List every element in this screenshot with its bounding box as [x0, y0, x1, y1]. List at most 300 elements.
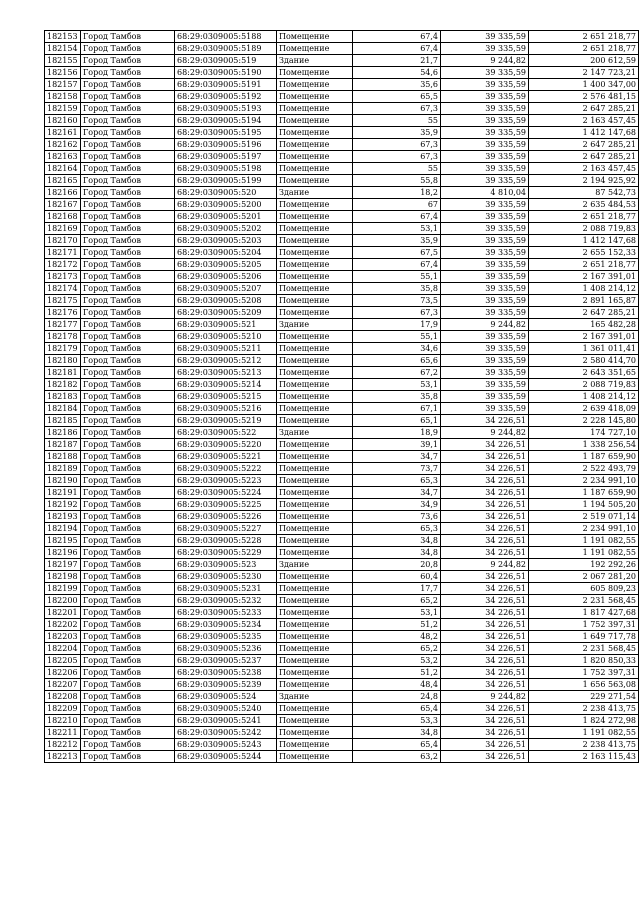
object-type-cell: Помещение [277, 679, 353, 691]
area-cell: 55,1 [353, 271, 441, 283]
cadastral-number-cell: 68:29:0309005:520 [175, 187, 277, 199]
cadastral-value-cell: 2 651 218,77 [529, 211, 639, 223]
unit-value-cell: 34 226,51 [441, 571, 529, 583]
object-type-cell: Помещение [277, 487, 353, 499]
row-number-cell: 182193 [45, 511, 81, 523]
row-number-cell: 182201 [45, 607, 81, 619]
area-cell: 34,6 [353, 343, 441, 355]
city-cell: Город Тамбов [81, 523, 175, 535]
city-cell: Город Тамбов [81, 463, 175, 475]
unit-value-cell: 34 226,51 [441, 475, 529, 487]
unit-value-cell: 39 335,59 [441, 127, 529, 139]
area-cell: 55,1 [353, 331, 441, 343]
object-type-cell: Помещение [277, 43, 353, 55]
table-row [45, 367, 639, 379]
area-cell: 34,8 [353, 727, 441, 739]
unit-value-cell: 34 226,51 [441, 703, 529, 715]
table-row [45, 727, 639, 739]
city-cell: Город Тамбов [81, 55, 175, 67]
area-cell: 34,8 [353, 547, 441, 559]
row-number-cell: 182154 [45, 43, 81, 55]
cadastral-number-cell: 68:29:0309005:5192 [175, 91, 277, 103]
table-row [45, 511, 639, 523]
cadastral-value-cell: 174 727,10 [529, 427, 639, 439]
unit-value-cell: 39 335,59 [441, 199, 529, 211]
area-cell: 65,4 [353, 703, 441, 715]
object-type-cell: Помещение [277, 283, 353, 295]
area-cell: 67,3 [353, 139, 441, 151]
table-body [45, 31, 639, 763]
cadastral-value-cell: 2 643 351,65 [529, 367, 639, 379]
cadastral-number-cell: 68:29:0309005:5225 [175, 499, 277, 511]
city-cell: Город Тамбов [81, 43, 175, 55]
cadastral-number-cell: 68:29:0309005:5220 [175, 439, 277, 451]
unit-value-cell: 39 335,59 [441, 79, 529, 91]
object-type-cell: Помещение [277, 619, 353, 631]
table-row [45, 247, 639, 259]
city-cell: Город Тамбов [81, 31, 175, 43]
cadastral-number-cell: 68:29:0309005:5228 [175, 535, 277, 547]
unit-value-cell: 34 226,51 [441, 643, 529, 655]
unit-value-cell: 39 335,59 [441, 391, 529, 403]
row-number-cell: 182182 [45, 379, 81, 391]
cadastral-number-cell: 68:29:0309005:5188 [175, 31, 277, 43]
object-type-cell: Помещение [277, 607, 353, 619]
table-row [45, 43, 639, 55]
area-cell: 55 [353, 115, 441, 127]
object-type-cell: Помещение [277, 259, 353, 271]
row-number-cell: 182172 [45, 259, 81, 271]
city-cell: Город Тамбов [81, 91, 175, 103]
row-number-cell: 182196 [45, 547, 81, 559]
area-cell: 20,8 [353, 559, 441, 571]
table-row [45, 295, 639, 307]
area-cell: 65,2 [353, 595, 441, 607]
area-cell: 35,6 [353, 79, 441, 91]
city-cell: Город Тамбов [81, 271, 175, 283]
cadastral-number-cell: 68:29:0309005:5212 [175, 355, 277, 367]
unit-value-cell: 39 335,59 [441, 355, 529, 367]
table-row [45, 271, 639, 283]
cadastral-value-cell: 2 228 145,80 [529, 415, 639, 427]
cadastral-value-cell: 2 238 413,75 [529, 703, 639, 715]
unit-value-cell: 9 244,82 [441, 319, 529, 331]
unit-value-cell: 34 226,51 [441, 679, 529, 691]
row-number-cell: 182170 [45, 235, 81, 247]
area-cell: 35,8 [353, 391, 441, 403]
row-number-cell: 182168 [45, 211, 81, 223]
object-type-cell: Помещение [277, 103, 353, 115]
row-number-cell: 182189 [45, 463, 81, 475]
city-cell: Город Тамбов [81, 451, 175, 463]
area-cell: 65,4 [353, 739, 441, 751]
area-cell: 67,4 [353, 259, 441, 271]
object-type-cell: Помещение [277, 343, 353, 355]
area-cell: 51,2 [353, 667, 441, 679]
cadastral-number-cell: 68:29:0309005:5196 [175, 139, 277, 151]
cadastral-value-cell: 2 234 991,10 [529, 475, 639, 487]
area-cell: 63,2 [353, 751, 441, 763]
unit-value-cell: 9 244,82 [441, 559, 529, 571]
row-number-cell: 182203 [45, 631, 81, 643]
unit-value-cell: 39 335,59 [441, 67, 529, 79]
object-type-cell: Помещение [277, 391, 353, 403]
object-type-cell: Здание [277, 55, 353, 67]
city-cell: Город Тамбов [81, 391, 175, 403]
area-cell: 67,1 [353, 403, 441, 415]
cadastral-number-cell: 68:29:0309005:5227 [175, 523, 277, 535]
cadastral-number-cell: 68:29:0309005:5223 [175, 475, 277, 487]
city-cell: Город Тамбов [81, 739, 175, 751]
area-cell: 53,1 [353, 607, 441, 619]
row-number-cell: 182206 [45, 667, 81, 679]
city-cell: Город Тамбов [81, 223, 175, 235]
cadastral-number-cell: 68:29:0309005:5232 [175, 595, 277, 607]
area-cell: 67,4 [353, 211, 441, 223]
row-number-cell: 182158 [45, 91, 81, 103]
unit-value-cell: 34 226,51 [441, 511, 529, 523]
cadastral-value-table [44, 30, 639, 763]
object-type-cell: Помещение [277, 235, 353, 247]
cadastral-number-cell: 68:29:0309005:5229 [175, 547, 277, 559]
row-number-cell: 182173 [45, 271, 81, 283]
table-row [45, 379, 639, 391]
table-row [45, 583, 639, 595]
row-number-cell: 182213 [45, 751, 81, 763]
object-type-cell: Помещение [277, 595, 353, 607]
table-row [45, 67, 639, 79]
object-type-cell: Помещение [277, 727, 353, 739]
object-type-cell: Помещение [277, 151, 353, 163]
unit-value-cell: 34 226,51 [441, 631, 529, 643]
cadastral-number-cell: 68:29:0309005:5214 [175, 379, 277, 391]
object-type-cell: Помещение [277, 415, 353, 427]
cadastral-number-cell: 68:29:0309005:5213 [175, 367, 277, 379]
unit-value-cell: 34 226,51 [441, 535, 529, 547]
area-cell: 67,4 [353, 43, 441, 55]
cadastral-number-cell: 68:29:0309005:5197 [175, 151, 277, 163]
table-row [45, 55, 639, 67]
cadastral-value-cell: 2 163 457,45 [529, 115, 639, 127]
city-cell: Город Тамбов [81, 331, 175, 343]
table-row [45, 355, 639, 367]
cadastral-number-cell: 68:29:0309005:5205 [175, 259, 277, 271]
object-type-cell: Помещение [277, 175, 353, 187]
object-type-cell: Помещение [277, 643, 353, 655]
cadastral-value-cell: 1 408 214,12 [529, 391, 639, 403]
row-number-cell: 182163 [45, 151, 81, 163]
cadastral-value-cell: 605 809,23 [529, 583, 639, 595]
cadastral-number-cell: 68:29:0309005:5189 [175, 43, 277, 55]
table-row [45, 703, 639, 715]
cadastral-number-cell: 68:29:0309005:5198 [175, 163, 277, 175]
object-type-cell: Здание [277, 559, 353, 571]
cadastral-value-cell: 1 191 082,55 [529, 727, 639, 739]
table-row [45, 475, 639, 487]
cadastral-number-cell: 68:29:0309005:5215 [175, 391, 277, 403]
unit-value-cell: 34 226,51 [441, 463, 529, 475]
unit-value-cell: 39 335,59 [441, 163, 529, 175]
row-number-cell: 182155 [45, 55, 81, 67]
object-type-cell: Здание [277, 427, 353, 439]
unit-value-cell: 34 226,51 [441, 487, 529, 499]
row-number-cell: 182171 [45, 247, 81, 259]
city-cell: Город Тамбов [81, 163, 175, 175]
cadastral-number-cell: 68:29:0309005:5234 [175, 619, 277, 631]
row-number-cell: 182208 [45, 691, 81, 703]
city-cell: Город Тамбов [81, 547, 175, 559]
table-row [45, 259, 639, 271]
cadastral-value-cell: 1 824 272,98 [529, 715, 639, 727]
cadastral-number-cell: 68:29:0309005:5202 [175, 223, 277, 235]
cadastral-value-cell: 2 163 457,45 [529, 163, 639, 175]
table-row [45, 187, 639, 199]
table-row [45, 127, 639, 139]
object-type-cell: Помещение [277, 535, 353, 547]
cadastral-value-cell: 165 482,28 [529, 319, 639, 331]
unit-value-cell: 39 335,59 [441, 247, 529, 259]
cadastral-value-cell: 1 412 147,68 [529, 127, 639, 139]
unit-value-cell: 39 335,59 [441, 223, 529, 235]
city-cell: Город Тамбов [81, 751, 175, 763]
unit-value-cell: 39 335,59 [441, 31, 529, 43]
area-cell: 55 [353, 163, 441, 175]
object-type-cell: Помещение [277, 139, 353, 151]
area-cell: 17,9 [353, 319, 441, 331]
city-cell: Город Тамбов [81, 403, 175, 415]
cadastral-value-cell: 192 292,26 [529, 559, 639, 571]
table-row [45, 559, 639, 571]
city-cell: Город Тамбов [81, 415, 175, 427]
object-type-cell: Помещение [277, 211, 353, 223]
object-type-cell: Помещение [277, 307, 353, 319]
cadastral-value-cell: 1 191 082,55 [529, 535, 639, 547]
object-type-cell: Помещение [277, 247, 353, 259]
unit-value-cell: 39 335,59 [441, 175, 529, 187]
area-cell: 53,2 [353, 655, 441, 667]
cadastral-number-cell: 68:29:0309005:5236 [175, 643, 277, 655]
row-number-cell: 182157 [45, 79, 81, 91]
cadastral-value-cell: 1 817 427,68 [529, 607, 639, 619]
row-number-cell: 182177 [45, 319, 81, 331]
unit-value-cell: 39 335,59 [441, 43, 529, 55]
unit-value-cell: 34 226,51 [441, 667, 529, 679]
cadastral-value-cell: 2 147 723,21 [529, 67, 639, 79]
table-row [45, 79, 639, 91]
row-number-cell: 182188 [45, 451, 81, 463]
area-cell: 67,4 [353, 31, 441, 43]
city-cell: Город Тамбов [81, 715, 175, 727]
row-number-cell: 182165 [45, 175, 81, 187]
table-row [45, 235, 639, 247]
row-number-cell: 182209 [45, 703, 81, 715]
table-row [45, 199, 639, 211]
row-number-cell: 182187 [45, 439, 81, 451]
row-number-cell: 182202 [45, 619, 81, 631]
city-cell: Город Тамбов [81, 211, 175, 223]
cadastral-value-cell: 2 580 414,70 [529, 355, 639, 367]
cadastral-value-cell: 2 231 568,45 [529, 595, 639, 607]
row-number-cell: 182185 [45, 415, 81, 427]
area-cell: 67,3 [353, 151, 441, 163]
city-cell: Город Тамбов [81, 319, 175, 331]
unit-value-cell: 39 335,59 [441, 91, 529, 103]
unit-value-cell: 34 226,51 [441, 607, 529, 619]
cadastral-value-cell: 200 612,59 [529, 55, 639, 67]
object-type-cell: Помещение [277, 523, 353, 535]
row-number-cell: 182192 [45, 499, 81, 511]
row-number-cell: 182167 [45, 199, 81, 211]
city-cell: Город Тамбов [81, 607, 175, 619]
row-number-cell: 182183 [45, 391, 81, 403]
cadastral-value-cell: 2 522 493,79 [529, 463, 639, 475]
cadastral-value-cell: 2 647 285,21 [529, 103, 639, 115]
cadastral-value-cell: 2 651 218,77 [529, 259, 639, 271]
city-cell: Город Тамбов [81, 187, 175, 199]
unit-value-cell: 34 226,51 [441, 751, 529, 763]
cadastral-value-cell: 1 656 563,08 [529, 679, 639, 691]
row-number-cell: 182199 [45, 583, 81, 595]
object-type-cell: Помещение [277, 79, 353, 91]
cadastral-number-cell: 68:29:0309005:5230 [175, 571, 277, 583]
city-cell: Город Тамбов [81, 583, 175, 595]
cadastral-number-cell: 68:29:0309005:5211 [175, 343, 277, 355]
cadastral-number-cell: 68:29:0309005:5222 [175, 463, 277, 475]
area-cell: 21,7 [353, 55, 441, 67]
object-type-cell: Здание [277, 187, 353, 199]
table-row [45, 751, 639, 763]
cadastral-number-cell: 68:29:0309005:5194 [175, 115, 277, 127]
cadastral-value-cell: 2 231 568,45 [529, 643, 639, 655]
cadastral-value-cell: 2 194 925,92 [529, 175, 639, 187]
table-row [45, 319, 639, 331]
city-cell: Город Тамбов [81, 511, 175, 523]
city-cell: Город Тамбов [81, 595, 175, 607]
city-cell: Город Тамбов [81, 487, 175, 499]
row-number-cell: 182178 [45, 331, 81, 343]
unit-value-cell: 34 226,51 [441, 415, 529, 427]
unit-value-cell: 39 335,59 [441, 139, 529, 151]
table-row [45, 175, 639, 187]
cadastral-number-cell: 68:29:0309005:5238 [175, 667, 277, 679]
cadastral-number-cell: 68:29:0309005:5199 [175, 175, 277, 187]
cadastral-number-cell: 68:29:0309005:5195 [175, 127, 277, 139]
object-type-cell: Помещение [277, 583, 353, 595]
unit-value-cell: 34 226,51 [441, 439, 529, 451]
area-cell: 67,2 [353, 367, 441, 379]
city-cell: Город Тамбов [81, 259, 175, 271]
city-cell: Город Тамбов [81, 619, 175, 631]
table-row [45, 427, 639, 439]
area-cell: 18,2 [353, 187, 441, 199]
city-cell: Город Тамбов [81, 79, 175, 91]
table-row [45, 619, 639, 631]
city-cell: Город Тамбов [81, 499, 175, 511]
cadastral-number-cell: 68:29:0309005:5242 [175, 727, 277, 739]
cadastral-value-cell: 2 651 218,77 [529, 31, 639, 43]
cadastral-number-cell: 68:29:0309005:519 [175, 55, 277, 67]
city-cell: Город Тамбов [81, 283, 175, 295]
row-number-cell: 182191 [45, 487, 81, 499]
area-cell: 18,9 [353, 427, 441, 439]
row-number-cell: 182161 [45, 127, 81, 139]
area-cell: 35,8 [353, 283, 441, 295]
cadastral-value-cell: 2 635 484,53 [529, 199, 639, 211]
object-type-cell: Помещение [277, 475, 353, 487]
cadastral-value-cell: 2 238 413,75 [529, 739, 639, 751]
area-cell: 34,9 [353, 499, 441, 511]
object-type-cell: Помещение [277, 295, 353, 307]
cadastral-number-cell: 68:29:0309005:5216 [175, 403, 277, 415]
unit-value-cell: 9 244,82 [441, 427, 529, 439]
unit-value-cell: 39 335,59 [441, 283, 529, 295]
cadastral-value-cell: 2 576 481,15 [529, 91, 639, 103]
unit-value-cell: 4 810,04 [441, 187, 529, 199]
unit-value-cell: 34 226,51 [441, 739, 529, 751]
row-number-cell: 182200 [45, 595, 81, 607]
cadastral-number-cell: 68:29:0309005:5204 [175, 247, 277, 259]
cadastral-value-cell: 2 647 285,21 [529, 151, 639, 163]
table-row [45, 343, 639, 355]
table-row [45, 139, 639, 151]
cadastral-value-cell: 1 752 397,31 [529, 667, 639, 679]
area-cell: 54,6 [353, 67, 441, 79]
row-number-cell: 182211 [45, 727, 81, 739]
row-number-cell: 182164 [45, 163, 81, 175]
table-row [45, 487, 639, 499]
cadastral-value-cell: 2 167 391,01 [529, 271, 639, 283]
area-cell: 17,7 [353, 583, 441, 595]
object-type-cell: Помещение [277, 703, 353, 715]
cadastral-number-cell: 68:29:0309005:5190 [175, 67, 277, 79]
city-cell: Город Тамбов [81, 727, 175, 739]
cadastral-value-cell: 2 067 281,20 [529, 571, 639, 583]
unit-value-cell: 39 335,59 [441, 235, 529, 247]
area-cell: 73,5 [353, 295, 441, 307]
unit-value-cell: 34 226,51 [441, 547, 529, 559]
object-type-cell: Помещение [277, 91, 353, 103]
object-type-cell: Помещение [277, 451, 353, 463]
row-number-cell: 182207 [45, 679, 81, 691]
object-type-cell: Помещение [277, 379, 353, 391]
object-type-cell: Помещение [277, 115, 353, 127]
cadastral-number-cell: 68:29:0309005:522 [175, 427, 277, 439]
area-cell: 60,4 [353, 571, 441, 583]
unit-value-cell: 39 335,59 [441, 295, 529, 307]
cadastral-value-cell: 1 361 011,41 [529, 343, 639, 355]
unit-value-cell: 34 226,51 [441, 655, 529, 667]
cadastral-value-cell: 1 187 659,90 [529, 451, 639, 463]
table-row [45, 403, 639, 415]
cadastral-value-cell: 2 647 285,21 [529, 307, 639, 319]
city-cell: Город Тамбов [81, 151, 175, 163]
area-cell: 48,4 [353, 679, 441, 691]
cadastral-value-cell: 2 163 115,43 [529, 751, 639, 763]
object-type-cell: Помещение [277, 631, 353, 643]
table-row [45, 523, 639, 535]
unit-value-cell: 39 335,59 [441, 271, 529, 283]
object-type-cell: Помещение [277, 439, 353, 451]
table-row [45, 715, 639, 727]
unit-value-cell: 39 335,59 [441, 331, 529, 343]
cadastral-value-cell: 229 271,54 [529, 691, 639, 703]
row-number-cell: 182195 [45, 535, 81, 547]
row-number-cell: 182212 [45, 739, 81, 751]
object-type-cell: Помещение [277, 499, 353, 511]
city-cell: Город Тамбов [81, 175, 175, 187]
city-cell: Город Тамбов [81, 427, 175, 439]
area-cell: 65,2 [353, 643, 441, 655]
